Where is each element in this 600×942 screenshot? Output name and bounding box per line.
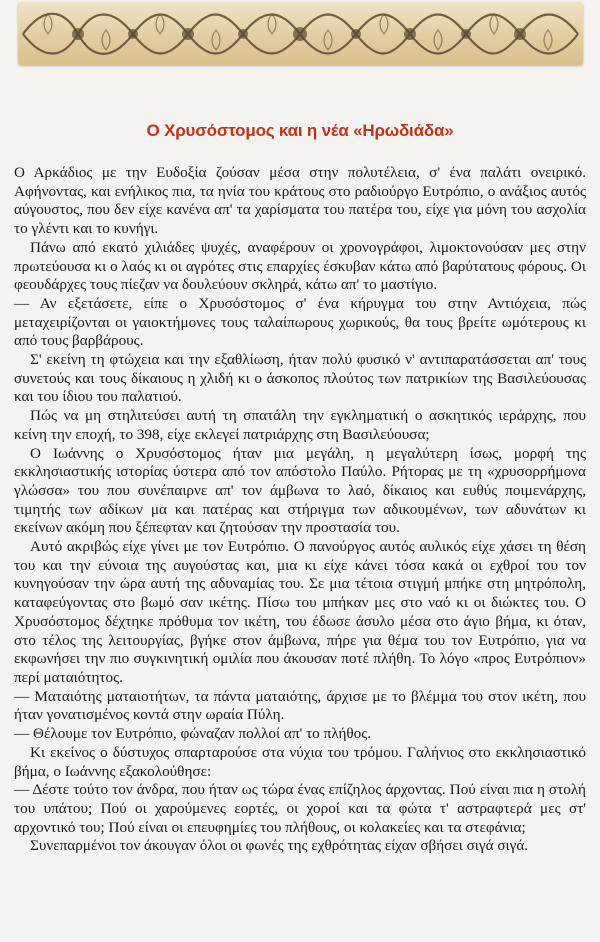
paragraph: Πώς να μη στηλιτεύσει αυτή τη σπατάλη την εγκληματική ο ασκητικός ιεράρχης, που κείνη την εποχή, το 398, είχε εκλεγεί πατριάρχης στη Βασιλεύουσα; (14, 407, 586, 443)
paragraph: Ο Ιωάννης ο Χρυσόστομος ήταν μια μεγάλη, η μεγαλύτερη ίσως, μορφή της εκκλησιαστικής ιστορίας ύστερα από τον απόστολο Παύλο. Ρήτορας με τη «χρυσορρήμονα γλώσσα» του που συνέπαιρνε απ' τον άμβωνα το λαό, δίκαιος και ευθύς ποιμενάρχης, τιμητής των αδίκων μα και πατέρας και στήριγμα των αδικουμένων, των αδυνάτων κι εκείνων ακόμη που ξέπεφταν και ζητούσαν την προστασία του. (14, 444, 586, 537)
paragraph: Συνεπαρμένοι τον άκουγαν όλοι οι φωνές της εχθρότητας είχαν σβήσει σιγά σιγά. (30, 837, 529, 855)
paragraph: — Θέλουμε τον Ευτρόπιο, φώναζαν πολλοί απ' το πλήθος. (14, 725, 372, 743)
paragraph: Αυτό ακριβώς είχε γίνει με τον Ευτρόπιο. Ο πανούργος αυτός αυλικός είχε χάσει τη θέση του και την εύνοια της αυγούστας και, μια κι είχε κάνει τόσα κακά οι εχθροί του τον κυνηγούσαν την ώρα αυτή της αδυναμίας του. Σε μια τέτοια στιγμή μπήκε στη μητρόπολη, καταφεύγοντας στο βωμό σαν ικέτης. Πίσω του μπήκαν μες στο ναό κι οι διώκτες του. Ο Χρυσόστομος δέχτηκε πρόθυμα τον ικέτη, του έδωσε άσυλο μέσα στο άγιο βήμα, κι όταν, στο τέλος της λειτουργίας, βγήκε στον άμβωνα, πήρε για θέμα του τον Ευτρόπιο, για να εκφωνήσει την πιο συγκινητική ομιλία που άκουσαν ποτέ πλήθη. Το λόγο «προς Ευτρόπιον» περί ματαιότητος. (14, 538, 586, 686)
paragraph: — Δέστε τούτο τον άνδρα, που ήταν ως τώρα ένας επίζηλος άρχοντας. Πού είναι πια η στολή του υπάτου; Πού οι χαρούμενες εορτές, οι χοροί και τα φώτα τ' αστραφτερά μες στ' αρχοντικό του; Πού είναι οι επευφημίες του πλήθους, οι κολακείες και τα στεφάνια; (14, 781, 586, 836)
paragraph: Πάνω από εκατό χιλιάδες ψυχές, αναφέρουν οι χρονογράφοι, λιμοκτονούσαν μες στην πρωτεύουσα κι ο λαός κι οι αγρότες στις επαρχίες έσκυβαν κάτω από βαρύτατους φόρους. Οι φεουδάρχες τους πίεζαν να δουλεύουν σκληρά, κάτω απ' το μαστίγιο. (14, 238, 586, 294)
article-body (14, 164, 586, 856)
decorative-header-banner (18, 2, 583, 65)
paragraph: Ο Αρκάδιος με την Ευδοξία ζούσαν μέσα στην πολυτέλεια, σ' ένα παλάτι ονειρικό. Αφήνοντας, και ενήλικος πια, τα ηνία του κράτους στο ραδιούργο Ευτρόπιο, ο ανάξιος αυτός αύγουστος, που δεν είχε κανένα απ' τα χαρίσματα του πατέρα του, είχε για μόνη του ασχολία το γλέντι και το κυνήγι. (14, 164, 586, 238)
paragraph: — Αν εξετάσετε, είπε ο Χρυσόστομος σ' ένα κήρυγμα του στην Αντιόχεια, πώς μεταχειρίζονται οι γαιοκτήμονες τους ταλαίπωρους χωρικούς, θα τους βρείτε ωμότερους κι από τους βαρβάρους. (14, 294, 586, 350)
article-title: Ο Χρυσόστομος και η νέα «Ηρωδιάδα» (146, 121, 454, 140)
paragraph: Κι εκείνος ο δύστυχος σπαρταρούσε στα νύχια του τρόμου. Γαλήνιος στο εκκλησιαστικό βήμα, ο Ιωάννης εξακολούθησε: (14, 743, 586, 780)
paragraph: Σ' εκείνη τη φτώχεια και την εξαθλίωση, ήταν πολύ φυσικό ν' αντιπαρατάσσεται απ' τους συνετούς και τους δίκαιους η χλιδή κι ο άσκοπος πλούτος των πατρικίων της Βασιλεύουσας και του ίδιου του παλατιού. (14, 351, 586, 406)
paragraph: — Ματαιότης ματαιοτήτων, τα πάντα ματαιότης, άρχισε με το βλέμμα του στον ικέτη, που ήταν γονατισμένος κοντά στην ωραία Πύλη. (14, 687, 586, 724)
